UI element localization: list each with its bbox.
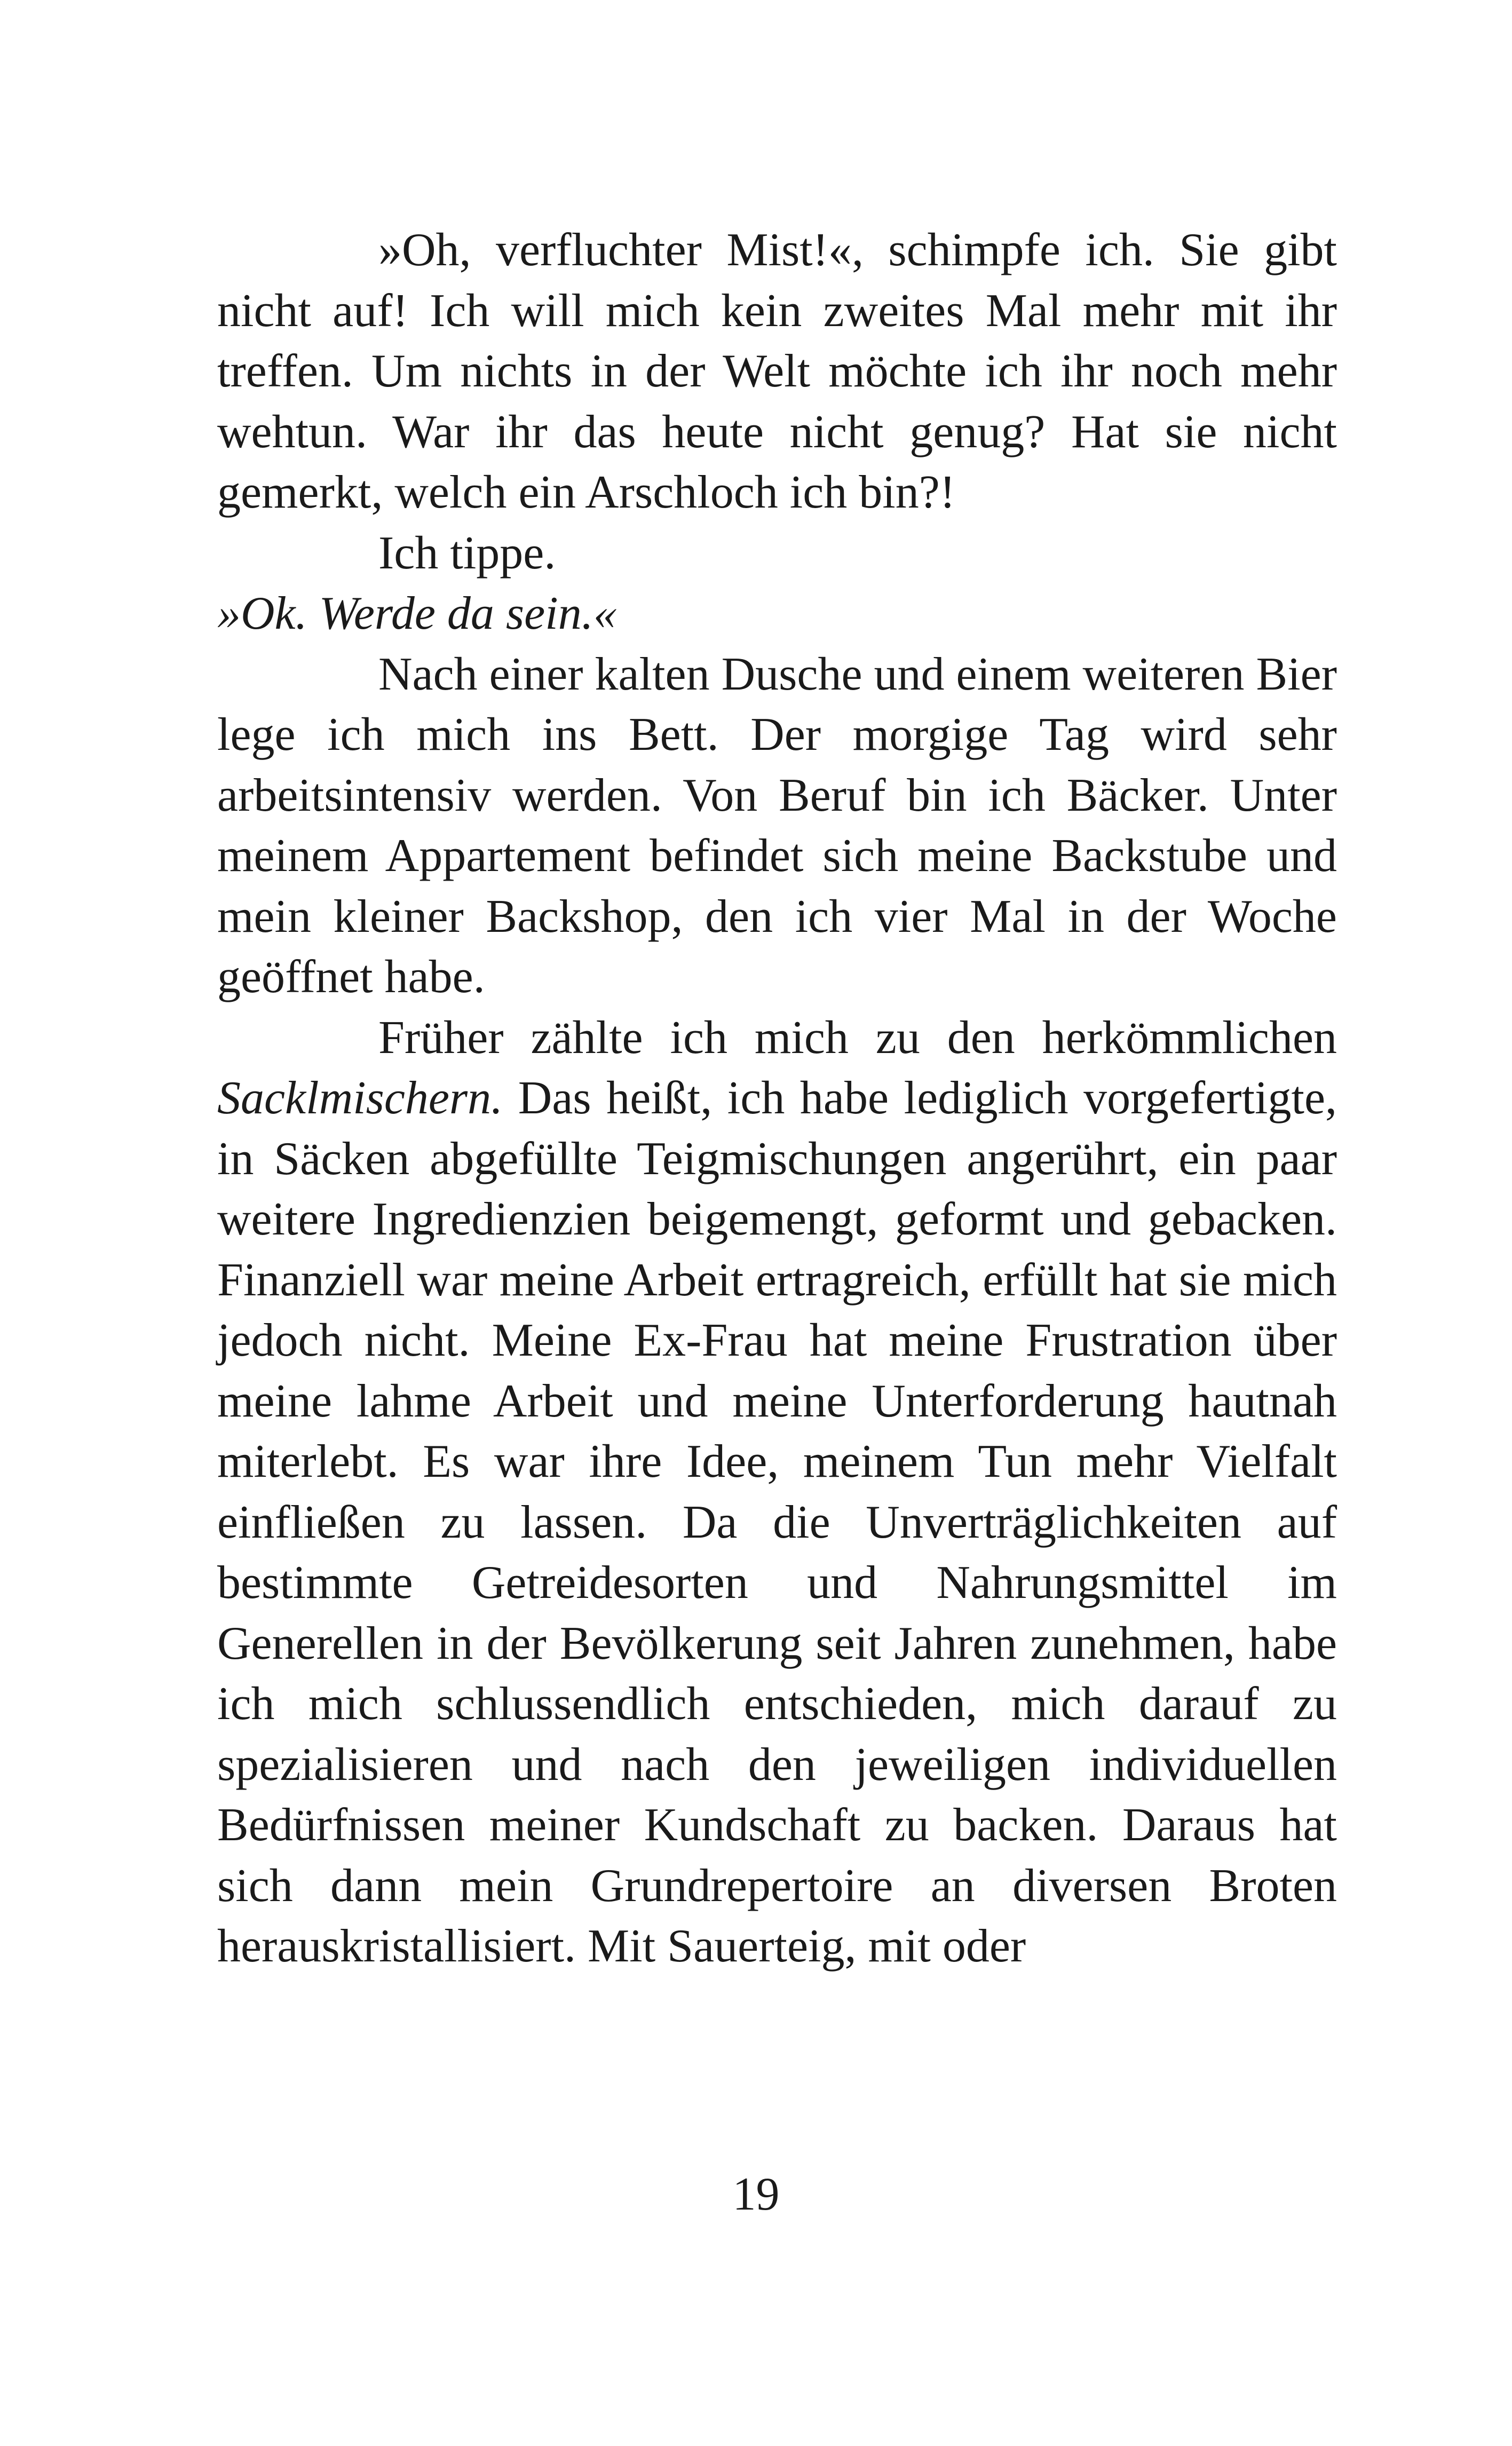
text-message: »Ok. Werde da sein.« [217,588,617,639]
body-text [217,220,1337,1977]
paragraph-2: Ich tippe. [378,527,556,579]
paragraph-4-rest: Das heißt, ich habe lediglich vorgefertigte, in Säcken abgefüllte Teigmischungen angerührt, ein paar weitere Ingredienzien beigemengt, geformt und gebacken. Finanziell war meine Arbeit ertragreich, erfüllt hat sie mich jedoch nicht. Meine Ex-Frau hat meine Frustration über meine lahme Arbeit und meine Unterforderung hautnah miterlebt. Es war ihre Idee, meinem Tun mehr Vielfalt einfließen zu lassen. Da die Unverträglichkeiten auf bestimmte Getreidesorten und Nahrungsmittel im Generellen in der Bevölkerung seit Jahren zunehmen, habe ich mich schlussendlich entschieden, mich darauf zu spezialisieren und nach den jeweiligen individuellen Bedürfnissen meiner Kundschaft zu backen. Daraus hat sich dann mein Grundrepertoire an diversen Broten herauskristallisiert. Mit Sauerteig, mit oder [217,1072,1337,1972]
page-number: 19 [732,2168,780,2220]
paragraph-1: »Oh, verfluchter Mist!«, schimpfe ich. Sie gibt nicht auf! Ich will mich kein zweites Mal mehr mit ihr treffen. Um nichts in der Welt möchte ich ihr noch mehr wehtun. War ihr das heute nicht genug? Hat sie nicht gemerkt, welch ein Arschloch ich bin?! [217,224,1337,518]
paragraph-3: Nach einer kalten Dusche und einem weiteren Bier lege ich mich ins Bett. Der morgige Tag wird sehr arbeitsintensiv werden. Von Beruf bin ich Bäcker. Unter meinem Appartement befindet sich meine Backstube und mein kleiner Backshop, den ich vier Mal in der Woche geöffnet habe. [217,648,1337,1003]
paragraph-4-start: Früher zählte ich mich zu den herkömmlichen [378,1011,1337,1064]
paragraph-4 [217,1008,1337,1977]
emphasized-term: Sacklmischern. [217,1072,503,1124]
